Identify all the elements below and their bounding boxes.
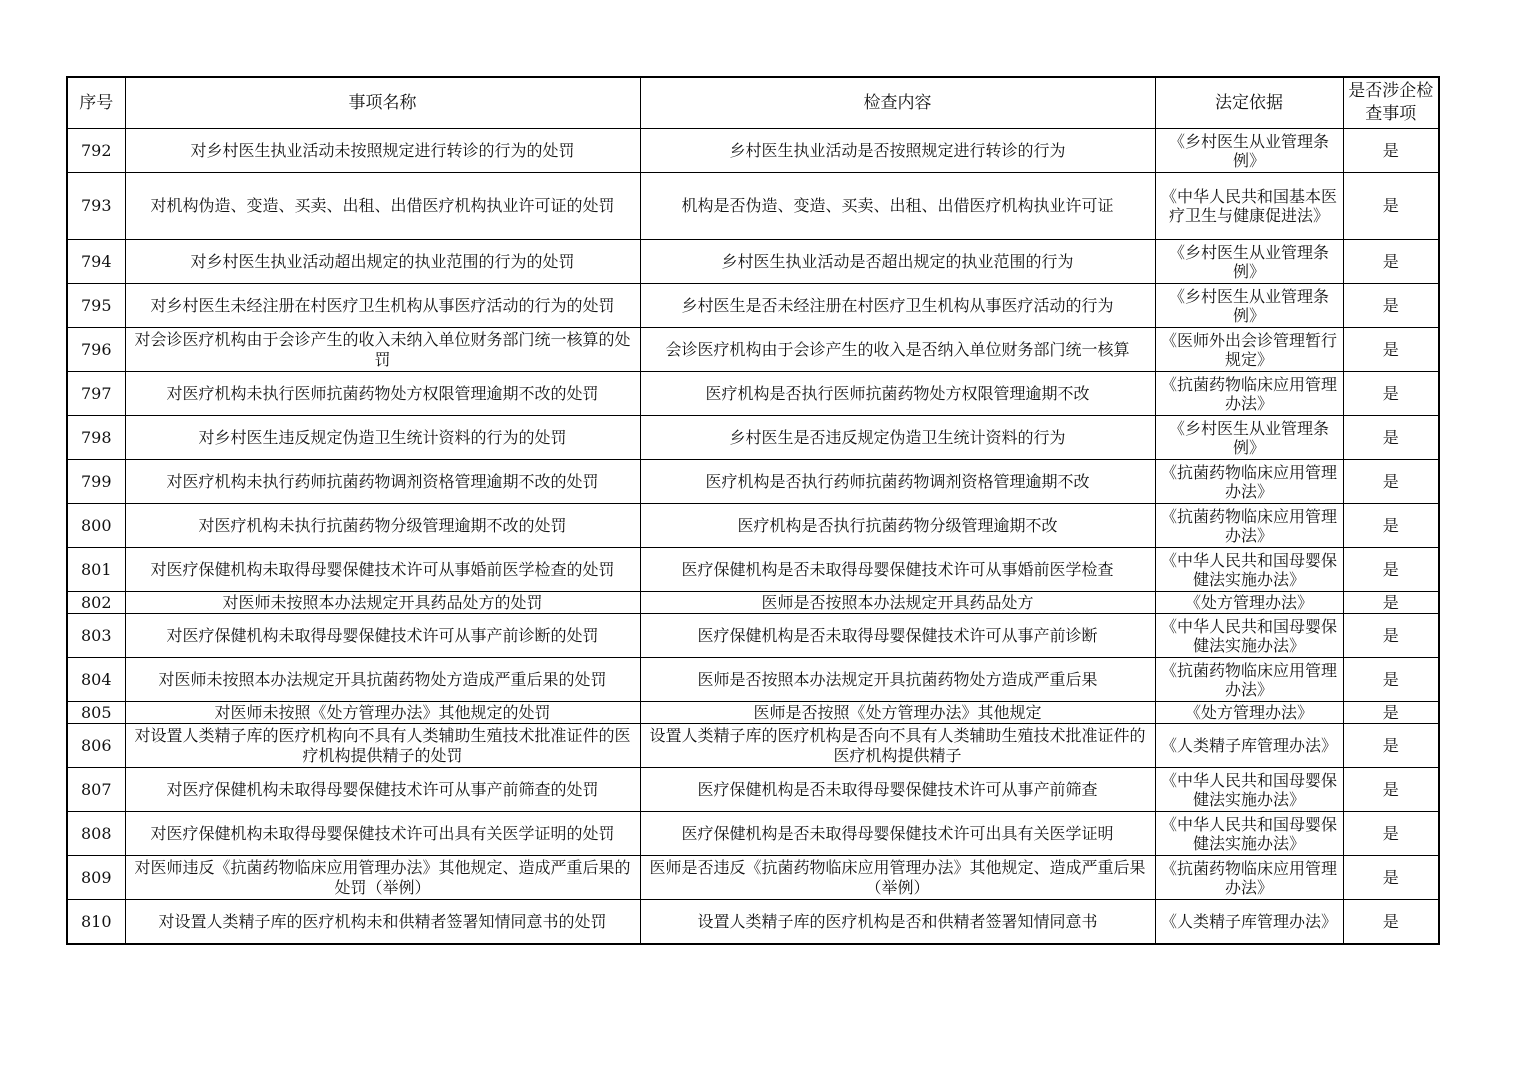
cell-enterprise: 是 <box>1343 129 1439 173</box>
cell-enterprise: 是 <box>1343 592 1439 614</box>
cell-basis: 《医师外出会诊管理暂行规定》 <box>1155 328 1343 372</box>
cell-name: 对乡村医生违反规定伪造卫生统计资料的行为的处罚 <box>125 416 640 460</box>
cell-name: 对医疗机构未执行抗菌药物分级管理逾期不改的处罚 <box>125 504 640 548</box>
table-row <box>67 240 1439 284</box>
cell-basis: 《处方管理办法》 <box>1155 592 1343 614</box>
cell-no: 795 <box>67 284 125 328</box>
cell-no: 793 <box>67 173 125 240</box>
table-header <box>67 77 1439 129</box>
cell-name: 对医疗机构未执行药师抗菌药物调剂资格管理逾期不改的处罚 <box>125 460 640 504</box>
cell-basis: 《抗菌药物临床应用管理办法》 <box>1155 658 1343 702</box>
cell-no: 799 <box>67 460 125 504</box>
cell-content: 医疗机构是否执行抗菌药物分级管理逾期不改 <box>640 504 1155 548</box>
header-enterprise: 是否涉企检查事项 <box>1343 77 1439 129</box>
cell-basis: 《中华人民共和国母婴保健法实施办法》 <box>1155 768 1343 812</box>
cell-enterprise: 是 <box>1343 460 1439 504</box>
cell-no: 808 <box>67 812 125 856</box>
cell-content: 医师是否违反《抗菌药物临床应用管理办法》其他规定、造成严重后果（举例） <box>640 856 1155 900</box>
table-row <box>67 504 1439 548</box>
cell-enterprise: 是 <box>1343 328 1439 372</box>
cell-content: 医师是否按照本办法规定开具抗菌药物处方造成严重后果 <box>640 658 1155 702</box>
table-body <box>67 129 1439 945</box>
cell-enterprise: 是 <box>1343 724 1439 768</box>
cell-content: 机构是否伪造、变造、买卖、出租、出借医疗机构执业许可证 <box>640 173 1155 240</box>
inspection-items-table <box>66 76 1440 945</box>
header-no: 序号 <box>67 77 125 129</box>
cell-content: 设置人类精子库的医疗机构是否向不具有人类辅助生殖技术批准证件的医疗机构提供精子 <box>640 724 1155 768</box>
cell-name: 对医疗机构未执行医师抗菌药物处方权限管理逾期不改的处罚 <box>125 372 640 416</box>
cell-enterprise: 是 <box>1343 504 1439 548</box>
cell-enterprise: 是 <box>1343 812 1439 856</box>
cell-basis: 《中华人民共和国母婴保健法实施办法》 <box>1155 614 1343 658</box>
cell-no: 806 <box>67 724 125 768</box>
header-row <box>67 77 1439 129</box>
header-basis: 法定依据 <box>1155 77 1343 129</box>
cell-enterprise: 是 <box>1343 372 1439 416</box>
cell-name: 对医师未按照本办法规定开具抗菌药物处方造成严重后果的处罚 <box>125 658 640 702</box>
cell-basis: 《乡村医生从业管理条例》 <box>1155 416 1343 460</box>
cell-name: 对医疗保健机构未取得母婴保健技术许可从事产前诊断的处罚 <box>125 614 640 658</box>
cell-name: 对乡村医生执业活动未按照规定进行转诊的行为的处罚 <box>125 129 640 173</box>
cell-basis: 《中华人民共和国基本医疗卫生与健康促进法》 <box>1155 173 1343 240</box>
cell-name: 对会诊医疗机构由于会诊产生的收入未纳入单位财务部门统一核算的处罚 <box>125 328 640 372</box>
cell-basis: 《抗菌药物临床应用管理办法》 <box>1155 504 1343 548</box>
cell-no: 803 <box>67 614 125 658</box>
cell-basis: 《抗菌药物临床应用管理办法》 <box>1155 460 1343 504</box>
table-row <box>67 768 1439 812</box>
cell-no: 804 <box>67 658 125 702</box>
cell-no: 807 <box>67 768 125 812</box>
cell-content: 医疗保健机构是否未取得母婴保健技术许可从事婚前医学检查 <box>640 548 1155 592</box>
cell-name: 对医师未按照本办法规定开具药品处方的处罚 <box>125 592 640 614</box>
cell-content: 医疗保健机构是否未取得母婴保健技术许可出具有关医学证明 <box>640 812 1155 856</box>
cell-no: 798 <box>67 416 125 460</box>
cell-basis: 《中华人民共和国母婴保健法实施办法》 <box>1155 812 1343 856</box>
table-row <box>67 372 1439 416</box>
inspection-table-sheet <box>66 76 1438 945</box>
cell-enterprise: 是 <box>1343 173 1439 240</box>
cell-enterprise: 是 <box>1343 284 1439 328</box>
cell-no: 810 <box>67 900 125 945</box>
header-name: 事项名称 <box>125 77 640 129</box>
cell-content: 医疗机构是否执行药师抗菌药物调剂资格管理逾期不改 <box>640 460 1155 504</box>
cell-no: 809 <box>67 856 125 900</box>
cell-basis: 《人类精子库管理办法》 <box>1155 900 1343 945</box>
cell-no: 794 <box>67 240 125 284</box>
cell-enterprise: 是 <box>1343 768 1439 812</box>
cell-basis: 《乡村医生从业管理条例》 <box>1155 129 1343 173</box>
cell-basis: 《乡村医生从业管理条例》 <box>1155 284 1343 328</box>
table-row <box>67 129 1439 173</box>
cell-name: 对医师违反《抗菌药物临床应用管理办法》其他规定、造成严重后果的处罚（举例） <box>125 856 640 900</box>
cell-no: 805 <box>67 702 125 724</box>
table-row <box>67 548 1439 592</box>
cell-name: 对医疗保健机构未取得母婴保健技术许可从事产前筛查的处罚 <box>125 768 640 812</box>
cell-no: 797 <box>67 372 125 416</box>
table-row <box>67 328 1439 372</box>
cell-no: 796 <box>67 328 125 372</box>
cell-content: 乡村医生执业活动是否按照规定进行转诊的行为 <box>640 129 1155 173</box>
table-row <box>67 900 1439 945</box>
table-row <box>67 614 1439 658</box>
cell-basis: 《抗菌药物临床应用管理办法》 <box>1155 856 1343 900</box>
cell-content: 医疗保健机构是否未取得母婴保健技术许可从事产前筛查 <box>640 768 1155 812</box>
table-row <box>67 812 1439 856</box>
table-row <box>67 702 1439 724</box>
header-content: 检查内容 <box>640 77 1155 129</box>
cell-content: 设置人类精子库的医疗机构是否和供精者签署知情同意书 <box>640 900 1155 945</box>
table-row <box>67 658 1439 702</box>
cell-content: 医疗机构是否执行医师抗菌药物处方权限管理逾期不改 <box>640 372 1155 416</box>
cell-enterprise: 是 <box>1343 548 1439 592</box>
table-row <box>67 416 1439 460</box>
table-row <box>67 460 1439 504</box>
cell-content: 医师是否按照《处方管理办法》其他规定 <box>640 702 1155 724</box>
cell-name: 对乡村医生未经注册在村医疗卫生机构从事医疗活动的行为的处罚 <box>125 284 640 328</box>
cell-name: 对医疗保健机构未取得母婴保健技术许可出具有关医学证明的处罚 <box>125 812 640 856</box>
cell-enterprise: 是 <box>1343 900 1439 945</box>
table-row <box>67 592 1439 614</box>
cell-enterprise: 是 <box>1343 856 1439 900</box>
cell-enterprise: 是 <box>1343 614 1439 658</box>
cell-no: 800 <box>67 504 125 548</box>
cell-name: 对医疗保健机构未取得母婴保健技术许可从事婚前医学检查的处罚 <box>125 548 640 592</box>
cell-content: 医疗保健机构是否未取得母婴保健技术许可从事产前诊断 <box>640 614 1155 658</box>
cell-content: 乡村医生是否未经注册在村医疗卫生机构从事医疗活动的行为 <box>640 284 1155 328</box>
cell-basis: 《乡村医生从业管理条例》 <box>1155 240 1343 284</box>
cell-name: 对乡村医生执业活动超出规定的执业范围的行为的处罚 <box>125 240 640 284</box>
cell-content: 会诊医疗机构由于会诊产生的收入是否纳入单位财务部门统一核算 <box>640 328 1155 372</box>
cell-name: 对医师未按照《处方管理办法》其他规定的处罚 <box>125 702 640 724</box>
cell-basis: 《抗菌药物临床应用管理办法》 <box>1155 372 1343 416</box>
cell-content: 医师是否按照本办法规定开具药品处方 <box>640 592 1155 614</box>
cell-basis: 《处方管理办法》 <box>1155 702 1343 724</box>
cell-no: 792 <box>67 129 125 173</box>
cell-name: 对设置人类精子库的医疗机构向不具有人类辅助生殖技术批准证件的医疗机构提供精子的处罚 <box>125 724 640 768</box>
cell-content: 乡村医生执业活动是否超出规定的执业范围的行为 <box>640 240 1155 284</box>
cell-basis: 《中华人民共和国母婴保健法实施办法》 <box>1155 548 1343 592</box>
table-row <box>67 284 1439 328</box>
table-row <box>67 173 1439 240</box>
cell-content: 乡村医生是否违反规定伪造卫生统计资料的行为 <box>640 416 1155 460</box>
cell-no: 802 <box>67 592 125 614</box>
table-row <box>67 856 1439 900</box>
cell-enterprise: 是 <box>1343 416 1439 460</box>
cell-basis: 《人类精子库管理办法》 <box>1155 724 1343 768</box>
cell-no: 801 <box>67 548 125 592</box>
cell-enterprise: 是 <box>1343 658 1439 702</box>
cell-enterprise: 是 <box>1343 240 1439 284</box>
cell-name: 对机构伪造、变造、买卖、出租、出借医疗机构执业许可证的处罚 <box>125 173 640 240</box>
cell-name: 对设置人类精子库的医疗机构未和供精者签署知情同意书的处罚 <box>125 900 640 945</box>
cell-enterprise: 是 <box>1343 702 1439 724</box>
table-row <box>67 724 1439 768</box>
